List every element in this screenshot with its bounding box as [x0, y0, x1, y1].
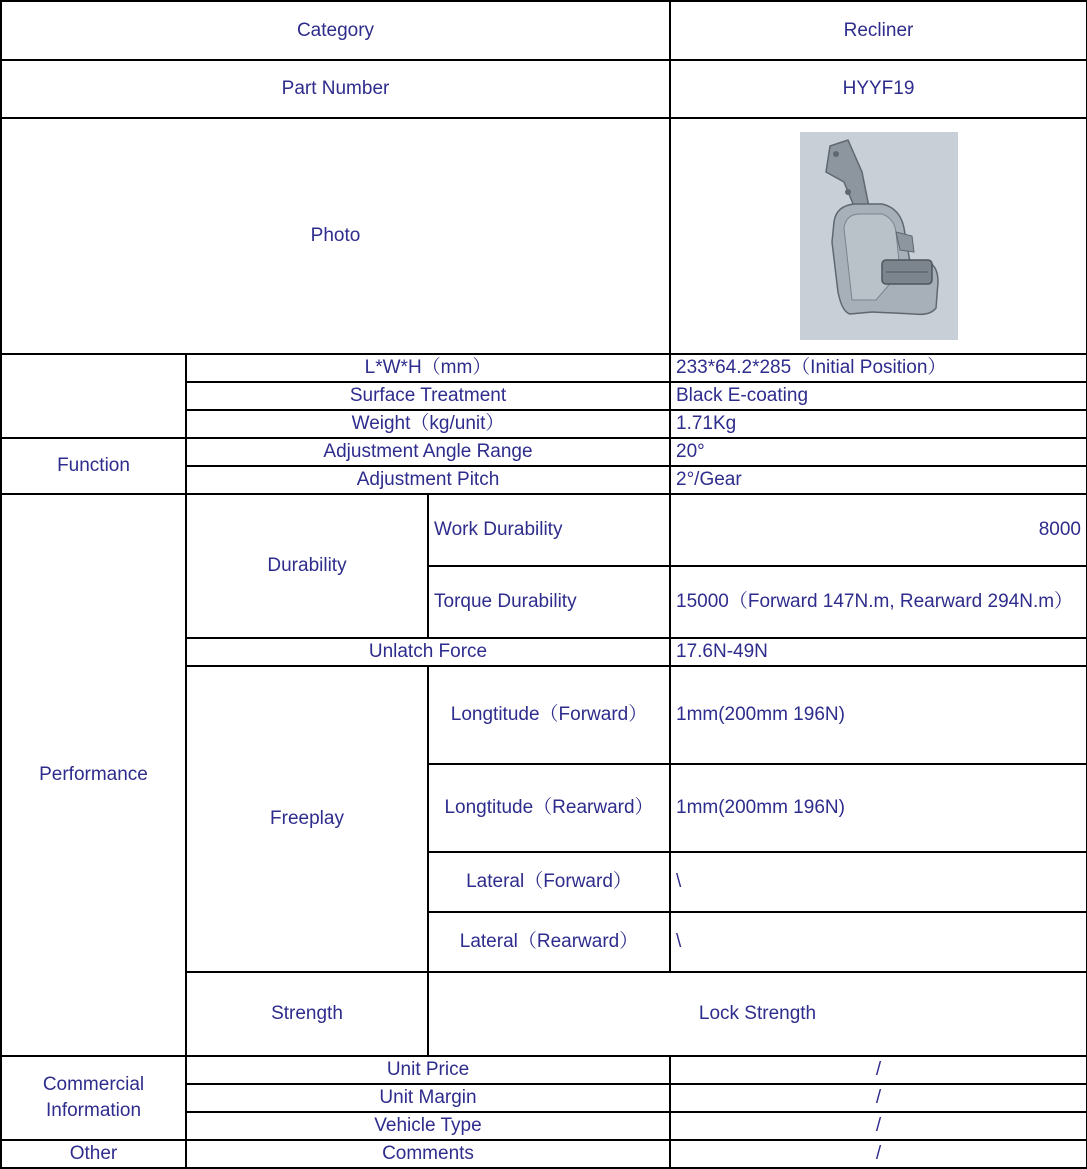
vehicle-type-label: Vehicle Type: [186, 1112, 670, 1140]
weight-value: 1.71Kg: [670, 410, 1087, 438]
recliner-part-icon: [800, 132, 958, 340]
adjustment-pitch-label: Adjustment Pitch: [186, 466, 670, 494]
freeplay-lat-rearward-label: Lateral（Rearward）: [428, 912, 670, 972]
torque-durability-value: 15000（Forward 147N.m, Rearward 294N.m）: [670, 566, 1087, 638]
freeplay-lat-forward-value: \: [670, 852, 1087, 912]
comments-label: Comments: [186, 1140, 670, 1168]
unlatch-force-value: 17.6N-49N: [670, 638, 1087, 666]
part-number-value: HYYF19: [670, 60, 1087, 118]
part-number-label: Part Number: [1, 60, 670, 118]
photo-cell: [670, 118, 1087, 354]
unit-margin-label: Unit Margin: [186, 1084, 670, 1112]
freeplay-long-forward-value: 1mm(200mm 196N): [670, 666, 1087, 764]
surface-treatment-value: Black E-coating: [670, 382, 1087, 410]
lwh-label: L*W*H（mm）: [186, 354, 670, 382]
work-durability-label: Work Durability: [428, 494, 670, 566]
freeplay-lat-rearward-value: \: [670, 912, 1087, 972]
work-durability-value: 8000: [670, 494, 1087, 566]
torque-durability-label: Torque Durability: [428, 566, 670, 638]
lwh-value: 233*64.2*285（Initial Position）: [670, 354, 1087, 382]
photo-label: Photo: [1, 118, 670, 354]
unit-margin-value: /: [670, 1084, 1087, 1112]
freeplay-long-rearward-value: 1mm(200mm 196N): [670, 764, 1087, 852]
durability-label: Durability: [186, 494, 428, 638]
angle-range-label: Adjustment Angle Range: [186, 438, 670, 466]
strength-group-label: Strength: [186, 972, 428, 1056]
freeplay-long-forward-label: Longtitude（Forward）: [428, 666, 670, 764]
category-value: Recliner: [670, 1, 1087, 60]
other-group-label: Other: [1, 1140, 186, 1168]
commercial-group-label: Commercial Information: [1, 1056, 186, 1140]
surface-treatment-label: Surface Treatment: [186, 382, 670, 410]
vehicle-type-value: /: [670, 1112, 1087, 1140]
freeplay-long-rearward-label: Longtitude（Rearward）: [428, 764, 670, 852]
comments-value: /: [670, 1140, 1087, 1168]
unlatch-force-label: Unlatch Force: [186, 638, 670, 666]
unit-price-label: Unit Price: [186, 1056, 670, 1084]
category-label: Category: [1, 1, 670, 60]
freeplay-label: Freeplay: [186, 666, 428, 972]
adjustment-pitch-value: 2°/Gear: [670, 466, 1087, 494]
angle-range-value: 20°: [670, 438, 1087, 466]
function-group-blank: [1, 354, 186, 438]
lock-strength-label: Lock Strength: [428, 972, 1087, 1056]
weight-label: Weight（kg/unit）: [186, 410, 670, 438]
unit-price-value: /: [670, 1056, 1087, 1084]
freeplay-lat-forward-label: Lateral（Forward）: [428, 852, 670, 912]
function-group-label: Function: [1, 438, 186, 494]
recliner-part-photo: [800, 132, 958, 340]
performance-group-label: Performance: [1, 494, 186, 1056]
